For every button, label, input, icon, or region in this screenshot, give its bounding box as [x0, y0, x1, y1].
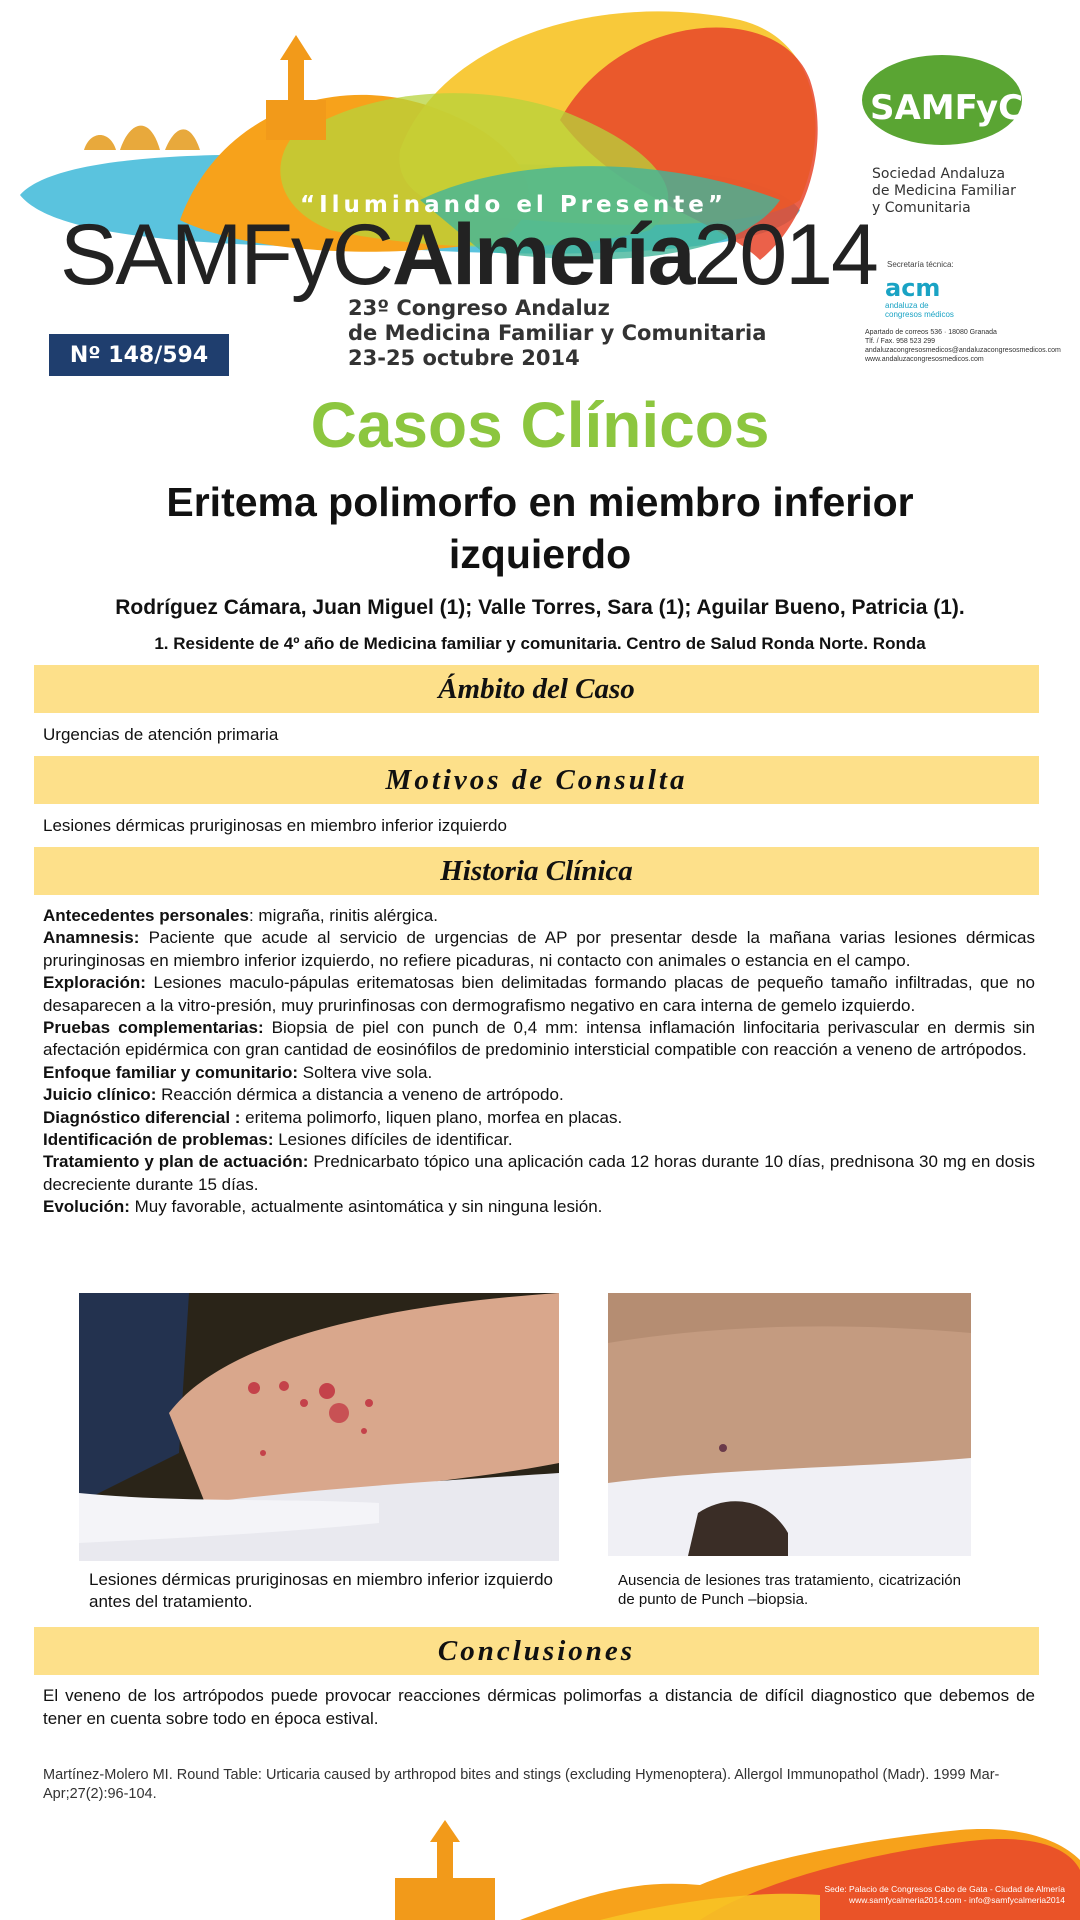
caption-after: Ausencia de lesiones tras tratamiento, cicatrización de punto de Punch –biopsia.	[618, 1572, 961, 1608]
congress-slogan: “Iluminando el Presente”	[300, 192, 727, 218]
society-line3: y Comunitaria	[872, 200, 971, 216]
evolucion-paragraph	[43, 1196, 1035, 1218]
enfoque-text: Soltera vive sola.	[298, 1062, 433, 1082]
contact-phone: Tlf. / Fax. 958 523 299	[865, 338, 936, 345]
congress-dates: 23-25 octubre 2014	[348, 346, 580, 370]
contact-address: Apartado de correos 536 · 18080 Granada	[865, 329, 997, 336]
anamnesis-paragraph	[43, 927, 1035, 972]
antecedentes-text: : migraña, rinitis alérgica.	[248, 906, 438, 925]
contact-website[interactable]: www.andaluzacongresosmedicos.com	[865, 356, 984, 363]
conclusiones-text: El veneno de los artrópodos puede provocar reacciones dérmicas polimorfas a distancia de difícil diagnostico que debemos de tener en cuenta sobre todo en época estival.	[43, 1686, 1035, 1728]
reference: Martínez-Molero MI. Round Table: Urticaria caused by arthropod bites and stings (excluding Hymenoptera). Allergol Immunopathol (Madr). 1999 Mar-Apr;27(2):96-104.	[43, 1767, 1000, 1802]
tratamiento-label: Tratamiento y plan de actuación:	[43, 1152, 309, 1172]
samfyc-logo-text: SAMFyC	[870, 88, 1024, 128]
brand-samfyc: SAMFyC	[60, 207, 392, 303]
historia-body	[43, 905, 1035, 1219]
section-header-conclusiones: Conclusiones	[34, 1627, 1039, 1675]
caption-before: Lesiones dérmicas pruriginosas en miembro inferior izquierdo antes del tratamiento.	[89, 1570, 553, 1611]
motivos-text: Lesiones dérmicas pruriginosas en miembro inferior izquierdo	[43, 816, 507, 835]
poster-authors: Rodríguez Cámara, Juan Miguel (1); Valle Torres, Sara (1); Aguilar Bueno, Patricia (1).	[115, 596, 965, 619]
secretariat-contact	[865, 328, 1061, 364]
pruebas-text: Biopsia de piel con punch de 0,4 mm: intensa inflamación linfocitaria perivascular en dermis sin afectación epidérmica con gran cantidad de eosinófilos de predominio intersticial compatible con reacción a veneno de artrópodos.	[43, 1018, 1035, 1060]
society-line1: Sociedad Andaluza	[872, 166, 1006, 182]
enfoque-label: Enfoque familiar y comunitario:	[43, 1062, 299, 1082]
evolucion-text: Muy favorable, actualmente asintomática y sin ninguna lesión.	[129, 1197, 603, 1217]
acm-sub1: andaluza de	[885, 301, 929, 310]
antecedentes-label: Antecedentes personales	[43, 906, 249, 925]
juicio-label: Juicio clínico:	[43, 1085, 157, 1105]
acm-logo: acm	[885, 274, 941, 302]
exploracion-label: Exploración:	[43, 973, 146, 993]
poster-number-badge: Nº 148/594	[49, 334, 229, 376]
juicio-paragraph	[43, 1084, 1035, 1106]
anamnesis-label: Anamnesis:	[43, 928, 140, 948]
antecedentes-paragraph	[43, 905, 1035, 927]
section-header-motivos: Motivos de Consulta	[34, 756, 1039, 804]
pruebas-label: Pruebas complementarias:	[43, 1018, 264, 1038]
problemas-paragraph	[43, 1129, 1035, 1151]
exploracion-paragraph	[43, 972, 1035, 1017]
acm-subtitle	[885, 301, 954, 319]
tratamiento-text: Prednicarbato tópico una aplicación cada 12 horas durante 10 días, prednisona 30 mg en dosis decreciente durante 15 días.	[43, 1152, 1035, 1194]
juicio-text: Reacción dérmica a distancia a veneno de artrópodo.	[156, 1085, 564, 1105]
footer-web[interactable]: www.samfycalmeria2014.com - info@samfycalmeria2014	[848, 1895, 1065, 1905]
society-name	[872, 166, 1016, 217]
anamnesis-text: Paciente que acude al servicio de urgencias de AP por presentar desde la mañana varias lesiones dérmicas pruringinosas en miembro inferior izquierdo, no refiere picaduras, ni contacto con animales o estancia en el campo.	[43, 928, 1035, 970]
pruebas-paragraph	[43, 1017, 1035, 1062]
footer-info	[780, 1884, 1065, 1906]
section-header-historia: Historia Clínica	[34, 847, 1039, 895]
congress-line1: 23º Congreso Andaluz	[348, 296, 610, 320]
society-line2: de Medicina Familiar	[872, 183, 1016, 199]
brand-year: 2014	[693, 207, 877, 303]
tratamiento-paragraph	[43, 1151, 1035, 1196]
acm-sub2: congresos médicos	[885, 310, 954, 319]
ambito-text: Urgencias de atención primaria	[43, 725, 279, 744]
poster-affiliation: 1. Residente de 4º año de Medicina familiar y comunitaria. Centro de Salud Ronda Norte. Ronda	[154, 634, 926, 653]
footer-venue: Sede: Palacio de Congresos Cabo de Gata - Ciudad de Almería	[824, 1884, 1065, 1894]
section-header-ambito: Ámbito del Caso	[34, 665, 1039, 713]
exploracion-text: Lesiones maculo-pápulas eritematosas bien delimitadas formando placas de pequeño tamaño infiltradas, que no desaparecen a la vitro-presión, muy prurinfinosas con dermografismo negativo en cara interna de gemelo izquierdo.	[43, 973, 1035, 1015]
brand-almeria: Almería	[392, 207, 694, 303]
problemas-label: Identificación de problemas:	[43, 1130, 274, 1150]
diferencial-paragraph	[43, 1107, 1035, 1129]
congress-line2: de Medicina Familiar y Comunitaria	[348, 321, 767, 345]
poster-category: Casos Clínicos	[310, 389, 770, 461]
diferencial-text: eritema polimorfo, liquen plano, morfea en placas.	[240, 1107, 623, 1127]
congress-brand	[60, 207, 877, 303]
evolucion-label: Evolución:	[43, 1197, 130, 1217]
poster-title: Eritema polimorfo en miembro inferior izquierdo	[166, 479, 914, 577]
enfoque-paragraph	[43, 1062, 1035, 1084]
photo-lesions-before	[79, 1293, 559, 1561]
congress-info	[348, 296, 766, 371]
secretariat-label: Secretaría técnica:	[887, 260, 954, 269]
diferencial-label: Diagnóstico diferencial :	[43, 1107, 241, 1127]
photo-after-treatment	[608, 1293, 971, 1556]
problemas-text: Lesiones difíciles de identificar.	[273, 1130, 513, 1150]
contact-email[interactable]: andaluzacongresosmedicos@andaluzacongresosmedicos.com	[865, 347, 1061, 354]
